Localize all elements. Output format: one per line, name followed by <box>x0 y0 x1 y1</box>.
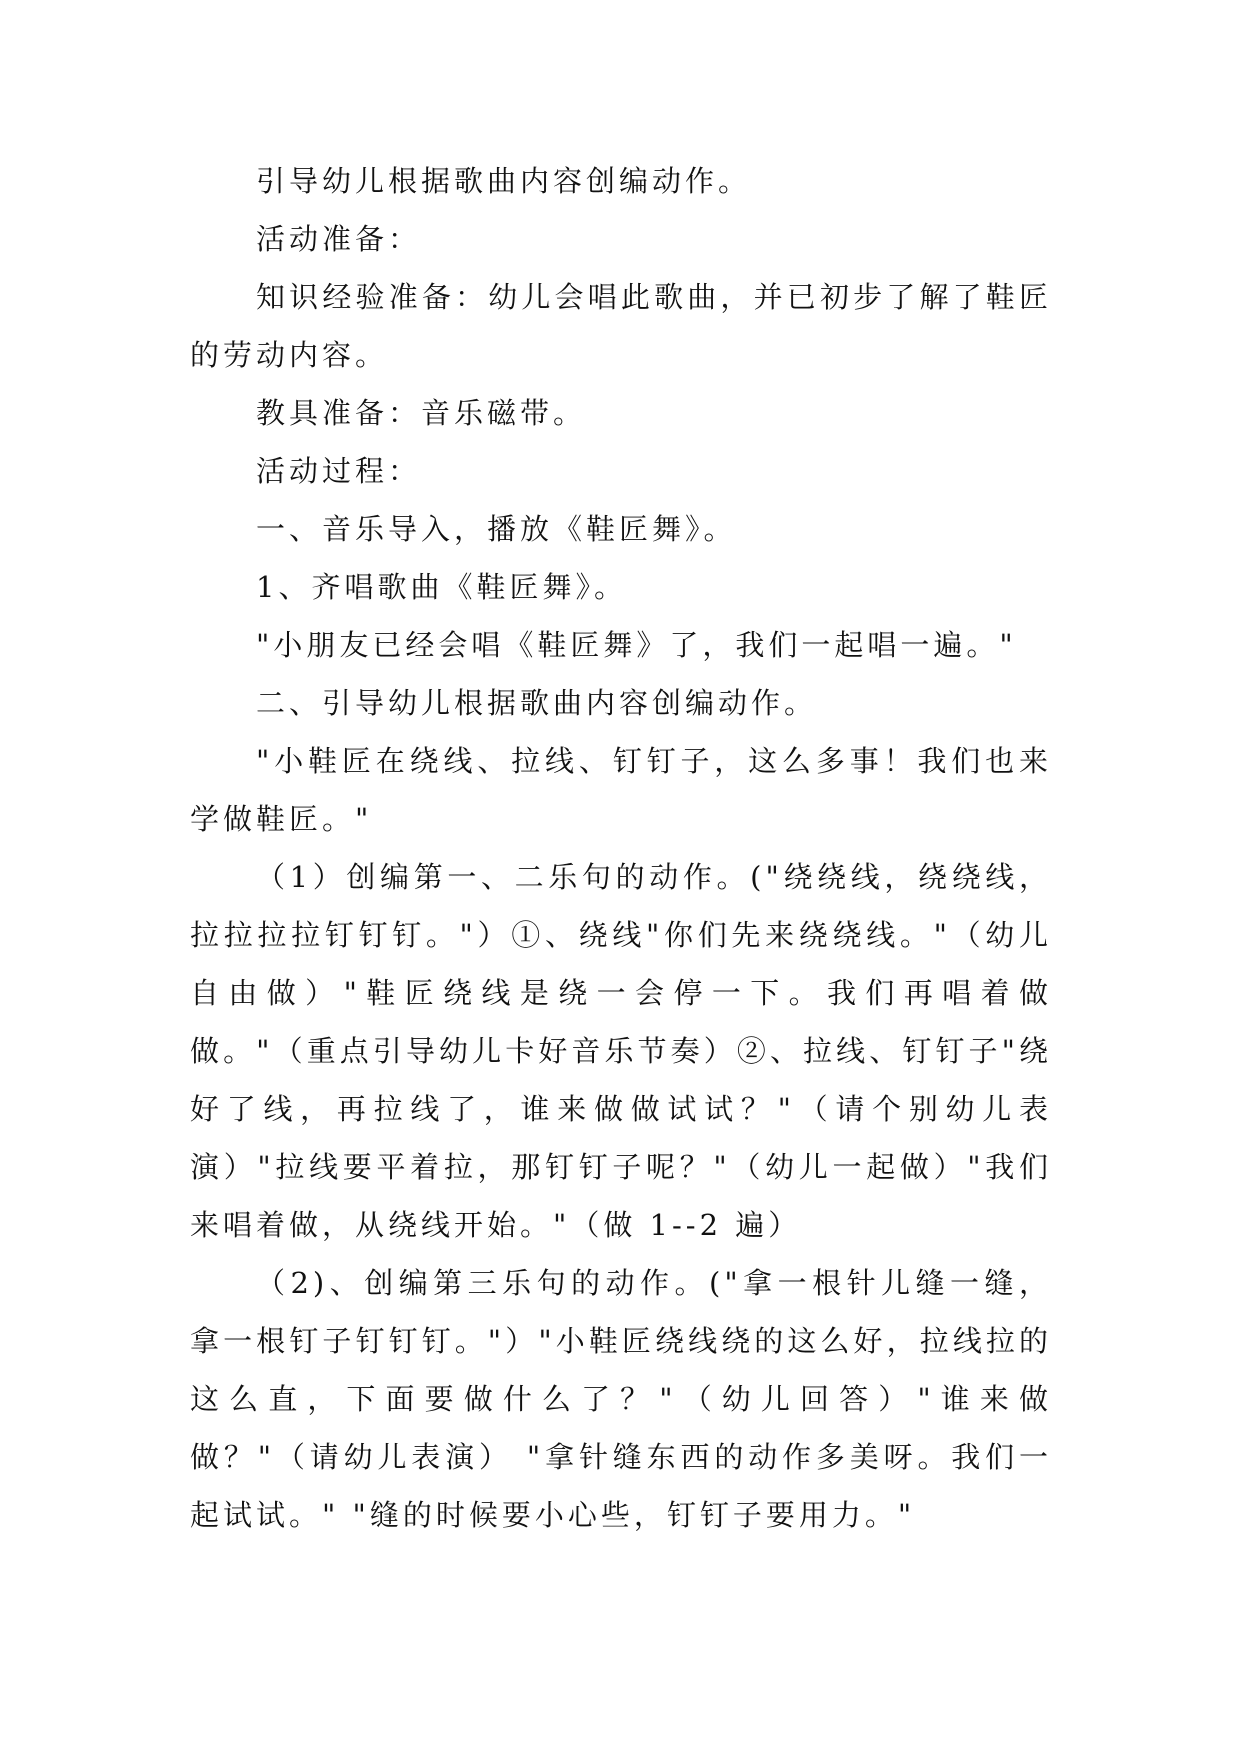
paragraph-section-two: 二、引导幼儿根据歌曲内容创编动作。 <box>256 686 818 720</box>
paragraph-shoemaker-intro: "小鞋匠在绕线、拉线、钉钉子，这么多事！我们也来学做鞋匠。" <box>190 744 1052 836</box>
paragraph-knowledge-preparation: 知识经验准备：幼儿会唱此歌曲，并已初步了解了鞋匠的劳动内容。 <box>190 280 1052 372</box>
paragraph-sing-together: "小朋友已经会唱《鞋匠舞》了，我们一起唱一遍。" <box>256 628 1017 662</box>
paragraph-goal: 引导幼儿根据歌曲内容创编动作。 <box>256 164 752 198</box>
paragraph-step-one: 1、齐唱歌曲《鞋匠舞》。 <box>256 570 627 604</box>
paragraph-section-one: 一、音乐导入，播放《鞋匠舞》。 <box>256 512 737 546</box>
paragraph-phrase-three: （2)、创编第三乐句的动作。("拿一根针儿缝一缝，拿一根钉子钉钉钉。"）"小鞋匠绕线绕的这么好，拉线拉的这么直，下面要做什么了？"（幼儿回答）"谁来做做？"（请幼儿表演） "拿针缝东西的动作多美呀。我们一起试试。" "缝的时候要小心些，钉钉子要用力。" <box>190 1266 1052 1532</box>
paragraph-phrase-one-two: （1）创编第一、二乐句的动作。("绕绕线，绕绕线，拉拉拉拉钉钉钉。"）①、绕线"你们先来绕绕线。"（幼儿自由做）"鞋匠绕线是绕一会停一下。我们再唱着做做。"（重点引导幼儿卡好音乐节奏）②、拉线、钉钉子"绕好了线，再拉线了，谁来做做试试？"（请个别幼儿表演）"拉线要平着拉，那钉钉子呢？"（幼儿一起做）"我们来唱着做，从绕线开始。"（做 1--2 遍） <box>190 860 1052 1242</box>
paragraph-process-heading: 活动过程： <box>256 454 422 488</box>
document-body <box>190 152 1052 1544</box>
paragraph-preparation-heading: 活动准备： <box>256 222 422 256</box>
paragraph-teaching-aids: 教具准备：音乐磁带。 <box>256 396 587 430</box>
